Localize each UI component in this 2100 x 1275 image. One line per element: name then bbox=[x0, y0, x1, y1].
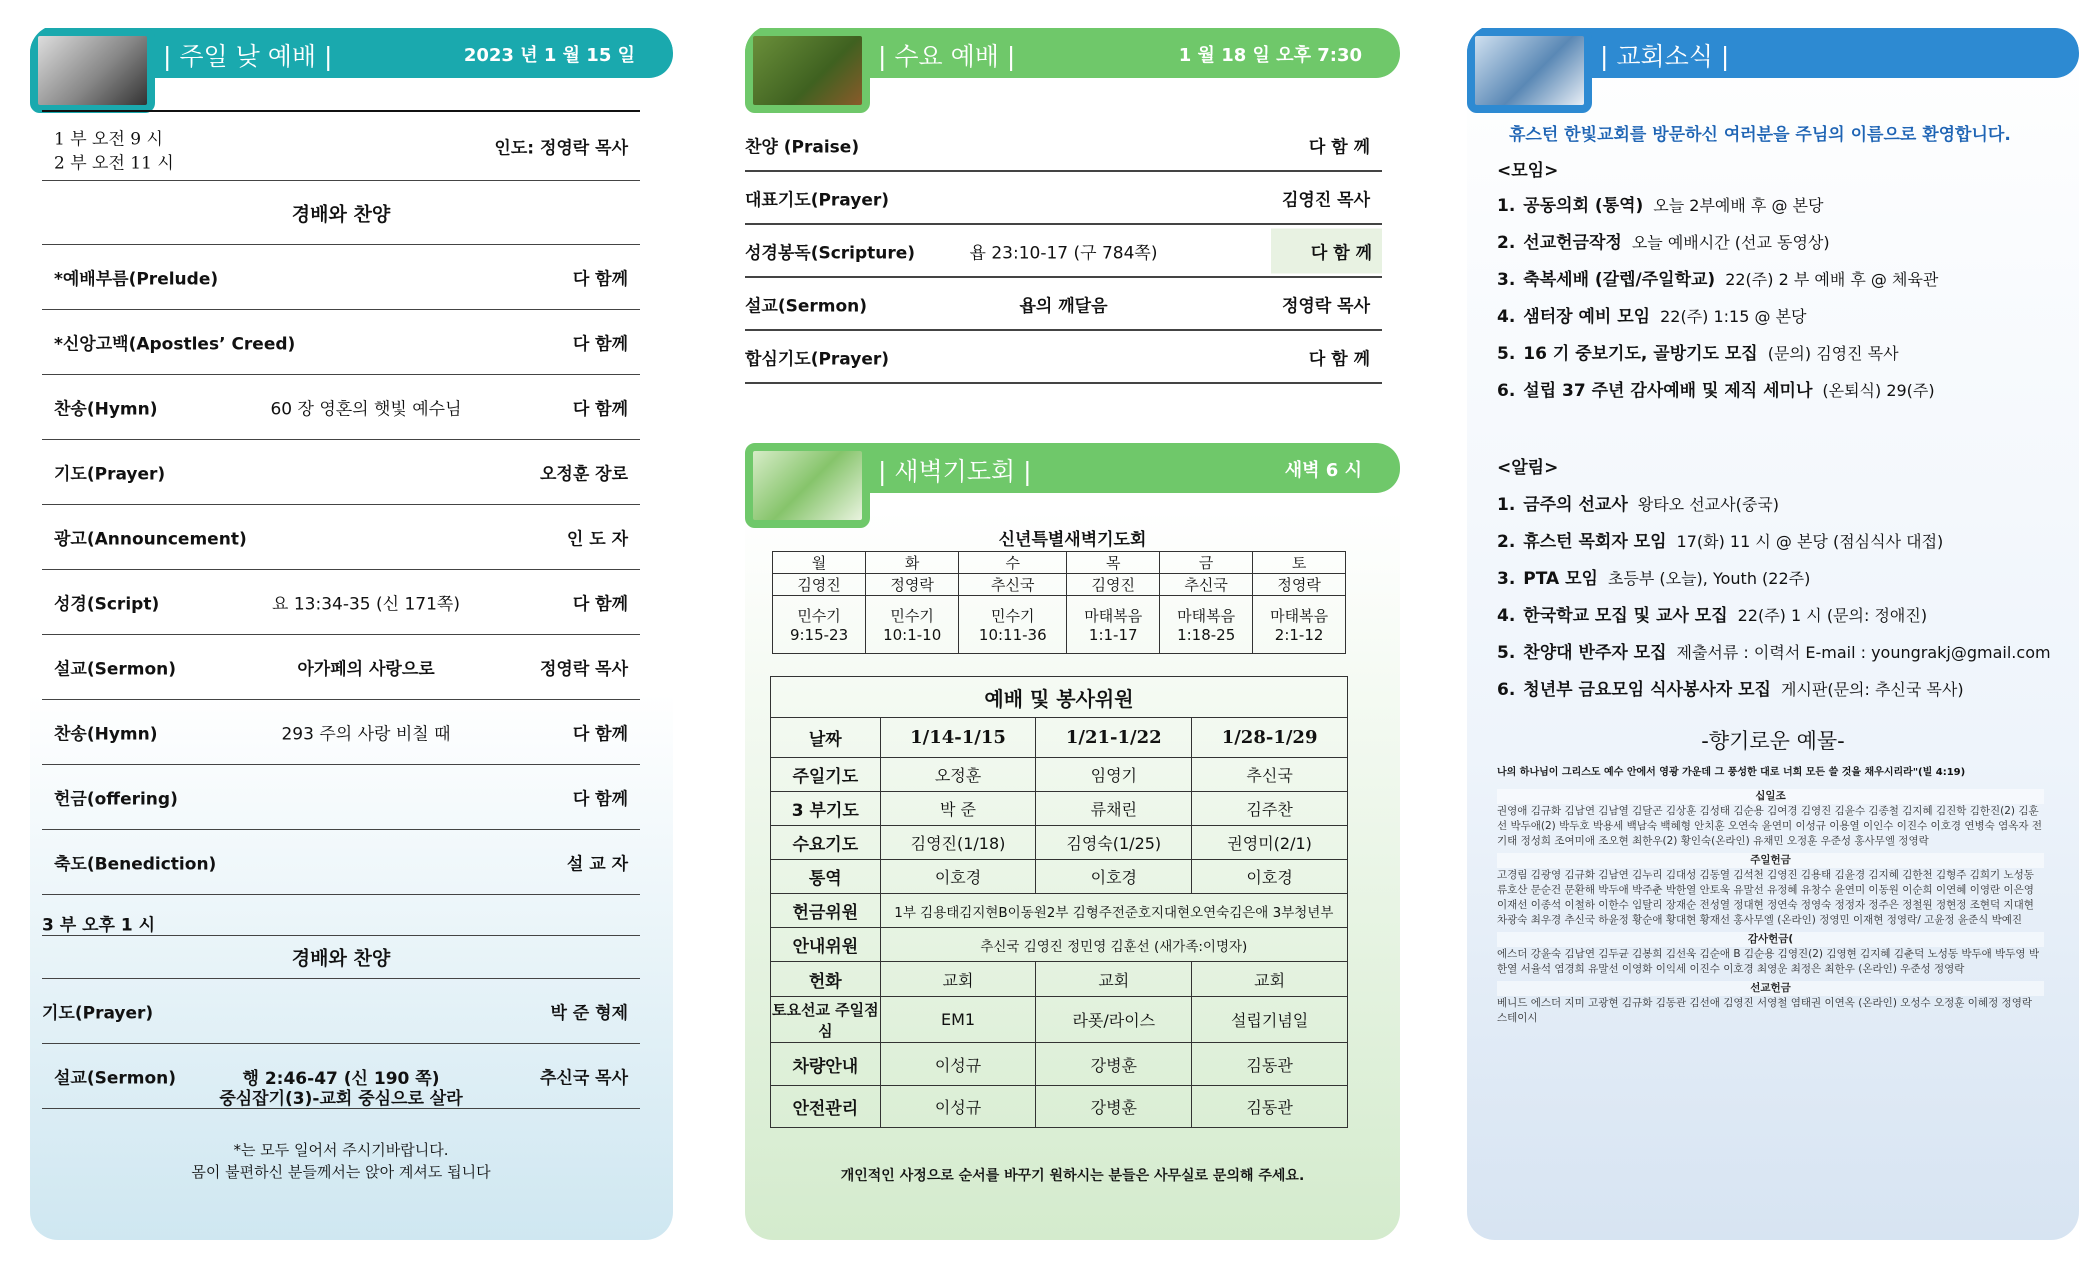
duty-row bbox=[771, 962, 1348, 997]
meeting-item bbox=[1497, 298, 2061, 335]
duty-label: 헌금위원 bbox=[771, 894, 881, 928]
order-list bbox=[42, 245, 640, 895]
offering-lists bbox=[1497, 785, 2044, 1026]
duty-label: 안전관리 bbox=[771, 1086, 881, 1128]
wednesday-item-who: 정영락 목사 bbox=[1281, 296, 1370, 316]
item-title: 청년부 금요모임 식사봉사자 모집 bbox=[1523, 680, 1771, 700]
dawn-leaders-row bbox=[773, 574, 1346, 596]
notices-section bbox=[1497, 450, 2061, 708]
thanks-offering-title: 감사헌금( bbox=[1497, 932, 2044, 947]
order-item-who: 추신국 목사 bbox=[539, 1068, 628, 1089]
section-title: 경배와 찬양 bbox=[291, 203, 391, 225]
dawn-text bbox=[866, 596, 959, 654]
wednesday-item-name: 대표기도(Prayer) bbox=[745, 190, 890, 210]
duty-row bbox=[771, 894, 1348, 928]
wednesday-item bbox=[745, 119, 1382, 172]
order-item-name: 설교(Sermon) bbox=[54, 659, 177, 680]
order-item-name: 설교(Sermon) bbox=[54, 1068, 177, 1089]
notice-item bbox=[1497, 671, 2061, 708]
dawn-book: 마태복음 bbox=[1177, 607, 1236, 625]
dawn-day: 목 bbox=[1067, 552, 1160, 574]
note-line-1: *는 모두 일어서 주시기바랍니다. bbox=[233, 1141, 449, 1159]
dawn-leader: 추신국 bbox=[959, 574, 1067, 596]
candle-image bbox=[745, 443, 870, 528]
order-item bbox=[42, 440, 640, 505]
order-item-name: 기도(Prayer) bbox=[42, 1003, 154, 1024]
item-desc: 제출서류 : 이력서 E-mail : youngrakj@gmail.com bbox=[1676, 643, 2051, 662]
wednesday-item bbox=[745, 225, 1382, 278]
duty-cell: 추신국 bbox=[1192, 758, 1348, 792]
item-number: 6. bbox=[1497, 381, 1516, 401]
duty-cell: 교회 bbox=[1036, 962, 1192, 997]
dawn-leader: 김영진 bbox=[773, 574, 866, 596]
offering-verse: 나의 하나님이 그리스도 예수 안에서 영광 가운데 그 풍성한 대로 너희 모든 쓸 것을 채우시리라"(빌 4:19) bbox=[1497, 767, 1966, 778]
order-item-name: 찬송(Hymn) bbox=[54, 399, 158, 420]
item-desc: 22(주) 1 시 (문의: 정애진) bbox=[1737, 606, 1928, 625]
duty-row bbox=[771, 826, 1348, 860]
sunday-offering-names: 고경림 김광영 김규화 김남연 김누리 김대성 김동열 김석천 김영진 김용태 김윤경 김지혜 김한천 김형주 김희기 노성동 류호산 문순건 문환해 박두애 박주춘 박한열 안토욱 유말선 유정혜 유창수 윤연미 이동원 이순희 이연혜 이영란 이은영 이재선 이종석 이철하 이한수 임탈리 장재순 전성열 정대현 정연숙 정영숙 정정자 정주은 정철원 정현정 조현덕 지대현 차광숙 최우경 추신국 하윤정 황순애 황대현 황재선 홍사무엘 (온라인) 정영민 이재현 정영락/ 고윤정 윤준식 박예진 bbox=[1497, 869, 2034, 926]
order-item-name: *예배부름(Prelude) bbox=[54, 269, 219, 290]
duty-cell: 교회 bbox=[1192, 962, 1348, 997]
order-item bbox=[42, 765, 640, 830]
item-title: 설립 37 주년 감사예배 및 제직 세미나 bbox=[1523, 381, 1813, 401]
order-item-detail: 60 장 영혼의 햇빛 예수님 bbox=[270, 399, 462, 420]
sunday-title: | 주일 낮 예배 | bbox=[163, 42, 333, 71]
duty-cell: 1부 김용태김지현B이동원2부 김형주전준호지대현오연숙김은애 3부청년부 bbox=[880, 894, 1347, 928]
sermon-title: 중심잡기(3)-교회 중심으로 살라 bbox=[219, 1089, 463, 1109]
wednesday-date: 1 월 18 일 오후 7:30 bbox=[1178, 45, 1362, 66]
sunday-header bbox=[30, 28, 673, 78]
duty-label: 토요선교 주일점심 bbox=[771, 997, 881, 1043]
dawn-header bbox=[745, 443, 1400, 493]
duty-cell: 김주찬 bbox=[1192, 792, 1348, 826]
contact-note: 개인적인 사정으로 순서를 바꾸기 원하시는 분들은 사무실로 문의해 주세요. bbox=[840, 1168, 1305, 1184]
meetings-title: <모임> bbox=[1497, 161, 1559, 181]
duty-cell: 류채린 bbox=[1036, 792, 1192, 826]
sunday-service-panel bbox=[30, 25, 673, 1240]
duty-label: 통역 bbox=[771, 860, 881, 894]
meeting-item bbox=[1497, 261, 2061, 298]
duty-row bbox=[771, 928, 1348, 962]
wednesday-item-name: 성경봉독(Scripture) bbox=[745, 243, 916, 263]
order-item bbox=[42, 570, 640, 635]
item-number: 3. bbox=[1497, 270, 1516, 290]
item-desc: 오늘 예배시간 (선교 동영상) bbox=[1631, 233, 1830, 252]
item-title: 선교헌금작정 bbox=[1523, 233, 1622, 253]
duty-label: 안내위원 bbox=[771, 928, 881, 962]
duty-cell: 이호경 bbox=[1192, 860, 1348, 894]
duty-cell: 권영미(2/1) bbox=[1192, 826, 1348, 860]
duty-row bbox=[771, 860, 1348, 894]
duty-cell: 이호경 bbox=[880, 860, 1036, 894]
item-number: 1. bbox=[1497, 196, 1516, 216]
dawn-leader: 정영락 bbox=[1253, 574, 1346, 596]
duty-label: 3 부기도 bbox=[771, 792, 881, 826]
order-item-name: 헌금(offering) bbox=[54, 789, 178, 810]
duty-label: 차량안내 bbox=[771, 1043, 881, 1086]
dawn-day: 수 bbox=[959, 552, 1067, 574]
order-item-who: 정영락 목사 bbox=[539, 659, 628, 680]
order-item bbox=[42, 635, 640, 700]
dawn-leader: 추신국 bbox=[1160, 574, 1253, 596]
order-item bbox=[42, 375, 640, 440]
wednesday-item-who: 김영진 목사 bbox=[1281, 190, 1370, 210]
order-item-who: 다 함께 bbox=[572, 269, 628, 290]
duty-cell: 김동관 bbox=[1192, 1043, 1348, 1086]
order-item-detail: 아가페의 사랑으로 bbox=[297, 659, 435, 680]
duty-title: 예배 및 봉사위원 bbox=[771, 677, 1348, 718]
item-number: 2. bbox=[1497, 532, 1516, 552]
item-number: 4. bbox=[1497, 307, 1516, 327]
duty-cell: 임영기 bbox=[1036, 758, 1192, 792]
order-item-who: 다 함께 bbox=[572, 334, 628, 355]
order-item-who: 설 교 자 bbox=[566, 854, 628, 875]
duty-row bbox=[771, 997, 1348, 1043]
wednesday-item-who: 다 함 께 bbox=[1271, 228, 1382, 273]
item-desc: (온퇴식) 29(주) bbox=[1822, 381, 1935, 400]
order-item-name: 찬송(Hymn) bbox=[54, 724, 158, 745]
notices-list bbox=[1497, 486, 2061, 708]
wednesday-item-who: 다 함 께 bbox=[1308, 137, 1370, 157]
dawn-text bbox=[959, 596, 1067, 654]
meeting-item bbox=[1497, 335, 2061, 372]
order-item-who: 박 준 형제 bbox=[550, 1003, 628, 1024]
duty-cell: EM1 bbox=[880, 997, 1036, 1043]
sunday-offering-title: 주일헌금 bbox=[1497, 853, 2044, 868]
sunday-date: 2023 년 1 월 15 일 bbox=[463, 45, 635, 66]
duty-cell: 강병훈 bbox=[1036, 1086, 1192, 1128]
duty-label: 주일기도 bbox=[771, 758, 881, 792]
order-item bbox=[42, 505, 640, 570]
item-number: 6. bbox=[1497, 680, 1516, 700]
order-item bbox=[42, 700, 640, 765]
wednesday-header bbox=[745, 28, 1400, 78]
mission-offering-title: 선교헌금 bbox=[1497, 981, 2044, 996]
wednesday-item-name: 합심기도(Prayer) bbox=[745, 349, 890, 369]
notices-title: <알림> bbox=[1497, 458, 1559, 478]
order-item-sermon-3 bbox=[42, 1044, 640, 1109]
dawn-leader: 김영진 bbox=[1067, 574, 1160, 596]
church-news-panel bbox=[1467, 25, 2079, 1240]
duty-table bbox=[770, 676, 1348, 1128]
wednesday-item bbox=[745, 172, 1382, 225]
section-title-row-2 bbox=[42, 935, 640, 979]
third-service-time: 3 부 오후 1 시 bbox=[42, 915, 156, 936]
item-number: 1. bbox=[1497, 495, 1516, 515]
item-title: 한국학교 모집 및 교사 모집 bbox=[1523, 606, 1728, 626]
third-service-row bbox=[42, 895, 640, 935]
welcome-message: 휴스턴 한빛교회를 방문하신 여러분을 주님의 이름으로 환영합니다. bbox=[1509, 125, 2011, 145]
second-service-time: 2 부 오전 11 시 bbox=[54, 153, 174, 174]
order-item-who: 다 함께 bbox=[572, 594, 628, 615]
order-item-who: 오정훈 장로 bbox=[539, 464, 628, 485]
dawn-book: 민수기 bbox=[890, 607, 934, 625]
item-number: 3. bbox=[1497, 569, 1516, 589]
order-item-detail: 요 13:34-35 (신 171쪽) bbox=[272, 594, 460, 615]
duty-row bbox=[771, 1043, 1348, 1086]
order-item-name: 성경(Script) bbox=[54, 594, 160, 615]
item-title: PTA 모임 bbox=[1523, 569, 1598, 589]
tithe-names: 권영애 김규화 김남연 김남열 김달곤 김상훈 김성태 김순용 김여경 김영진 김윤수 김종철 김지혜 김진학 김한진(2) 김훈선 박두애(2) 박두호 박용세 백남숙 백혜형 안치훈 오연숙 윤연미 이성규 이용열 이인수 이진수 이호경 연병숙 염옥자 전기태 정성희 조여미애 조오현 최한우(2) 황인숙(온라인) 유채민 오정훈 우준성 홍사무엘 정영락 bbox=[1497, 805, 2042, 847]
service-leader: 인도: 정영락 목사 bbox=[494, 138, 628, 159]
duty-head-cell: 1/14-1/15 bbox=[880, 718, 1036, 758]
duty-row bbox=[771, 792, 1348, 826]
item-desc: 17(화) 11 시 @ 본당 (점심식사 대접) bbox=[1676, 532, 1944, 551]
dawn-days-row bbox=[773, 552, 1346, 574]
first-service-time: 1 부 오전 9 시 bbox=[54, 129, 163, 150]
dawn-verse: 2:1-12 bbox=[1274, 626, 1324, 644]
dawn-text bbox=[773, 596, 866, 654]
item-number: 4. bbox=[1497, 606, 1516, 626]
order-item bbox=[42, 830, 640, 895]
order-item bbox=[42, 310, 640, 375]
notice-item bbox=[1497, 486, 2061, 523]
flower-gift-image bbox=[1467, 28, 1592, 113]
meeting-item bbox=[1497, 187, 2061, 224]
wednesday-item-detail: 욥 23:10-17 (구 784쪽) bbox=[969, 243, 1158, 263]
duty-cell: 김영숙(1/25) bbox=[1036, 826, 1192, 860]
duty-cell: 김영진(1/18) bbox=[880, 826, 1036, 860]
order-item bbox=[42, 245, 640, 310]
note-line-2: 몸이 불편하신 분들께서는 앉아 계셔도 됩니다 bbox=[191, 1163, 491, 1181]
duty-cell: 설립기념일 bbox=[1192, 997, 1348, 1043]
duty-head-cell: 1/28-1/29 bbox=[1192, 718, 1348, 758]
duty-cell: 교회 bbox=[880, 962, 1036, 997]
item-title: 16 기 중보기도, 골방기도 모집 bbox=[1523, 344, 1758, 364]
order-item-who: 인 도 자 bbox=[566, 529, 628, 550]
order-item-name: 축도(Benediction) bbox=[54, 854, 217, 875]
dawn-schedule-table bbox=[772, 551, 1346, 654]
dawn-day: 토 bbox=[1253, 552, 1346, 574]
dawn-verse: 9:15-23 bbox=[789, 626, 849, 644]
dawn-day: 금 bbox=[1160, 552, 1253, 574]
meeting-item bbox=[1497, 224, 2061, 261]
duty-cell: 강병훈 bbox=[1036, 1043, 1192, 1086]
wednesday-item bbox=[745, 331, 1382, 384]
item-desc: 오늘 2부예배 후 @ 본당 bbox=[1653, 196, 1824, 215]
duty-head-cell: 1/21-1/22 bbox=[1036, 718, 1192, 758]
dawn-book: 마태복음 bbox=[1084, 607, 1143, 625]
meetings-section bbox=[1497, 155, 2061, 409]
section-title-row bbox=[42, 181, 640, 245]
item-title: 축복세배 (갈렙/주일학교) bbox=[1523, 270, 1716, 290]
item-desc: 게시판(문의: 추신국 목사) bbox=[1780, 680, 1964, 699]
duty-cell: 오정훈 bbox=[880, 758, 1036, 792]
notice-item bbox=[1497, 523, 2061, 560]
dawn-day: 월 bbox=[773, 552, 866, 574]
dawn-verse: 10:11-36 bbox=[978, 626, 1047, 644]
notice-item bbox=[1497, 597, 2061, 634]
thanks-offering-names: 에스더 강윤숙 김남연 김두균 김봉희 김선욱 김순애 B 김순용 김영진(2) 김영현 김지혜 김춘덕 노성동 박두애 박두영 박한열 서율석 염경희 유말선 이영화 이익세 이진수 이호경 최영운 최정은 최한우 (온라인) 우준성 정영락 bbox=[1497, 948, 2040, 975]
duty-head-row bbox=[771, 718, 1348, 758]
dawn-day: 화 bbox=[866, 552, 959, 574]
dawn-text bbox=[1253, 596, 1346, 654]
standing-note bbox=[42, 1139, 640, 1183]
dawn-title: | 새벽기도회 | bbox=[878, 457, 1032, 486]
sermon-passage: 행 2:46-47 (신 190 쪽) bbox=[242, 1069, 440, 1089]
mission-offering-names: 베니드 에스더 지미 고광현 김규화 김동관 김선애 김영진 서영철 염태권 이연옥 (온라인) 오성수 오정훈 이혜정 정영락 스테이시 bbox=[1497, 997, 2032, 1024]
item-desc: 초등부 (오늘), Youth (22주) bbox=[1607, 569, 1811, 588]
sunday-order bbox=[42, 110, 640, 1183]
order-item-who: 다 함께 bbox=[572, 789, 628, 810]
item-title: 찬양대 반주자 모집 bbox=[1523, 643, 1667, 663]
item-number: 5. bbox=[1497, 643, 1516, 663]
duty-row bbox=[771, 1086, 1348, 1128]
bible-cross-image bbox=[30, 28, 155, 113]
dawn-text bbox=[1160, 596, 1253, 654]
item-number: 2. bbox=[1497, 233, 1516, 253]
tithe-title: 십일조 bbox=[1497, 789, 2044, 804]
notice-item bbox=[1497, 560, 2061, 597]
item-desc: 왕타오 선교사(중국) bbox=[1637, 495, 1779, 514]
duty-cell: 라폿/라이스 bbox=[1036, 997, 1192, 1043]
item-title: 금주의 선교사 bbox=[1523, 495, 1628, 515]
duty-cell: 박 준 bbox=[880, 792, 1036, 826]
dawn-texts-row bbox=[773, 596, 1346, 654]
order-item-who: 다 함께 bbox=[572, 724, 628, 745]
meetings-list bbox=[1497, 187, 2061, 409]
duty-cell: 추신국 김영진 정민영 김훈선 (새가족:이명자) bbox=[880, 928, 1347, 962]
offering-title: -향기로운 예물- bbox=[1701, 729, 1845, 753]
duty-row bbox=[771, 758, 1348, 792]
order-item-name: 광고(Announcement) bbox=[54, 529, 247, 550]
dawn-verse: 10:1-10 bbox=[883, 626, 942, 644]
section-title-2: 경배와 찬양 bbox=[291, 947, 391, 970]
dawn-book: 민수기 bbox=[797, 607, 841, 625]
order-item-who: 다 함께 bbox=[572, 399, 628, 420]
item-desc: (문의) 김영진 목사 bbox=[1767, 344, 1899, 363]
dawn-time: 새벽 6 시 bbox=[1284, 460, 1362, 481]
duty-cell: 이성규 bbox=[880, 1086, 1036, 1128]
order-item-prayer-3 bbox=[42, 979, 640, 1044]
wednesday-item-name: 찬양 (Praise) bbox=[745, 137, 860, 157]
duty-label: 수요기도 bbox=[771, 826, 881, 860]
dawn-text bbox=[1067, 596, 1160, 654]
duty-cell: 이성규 bbox=[880, 1043, 1036, 1086]
service-times-row bbox=[42, 110, 640, 181]
wednesday-service-panel bbox=[745, 25, 1400, 1240]
dawn-book: 민수기 bbox=[991, 607, 1035, 625]
cross-image bbox=[745, 28, 870, 113]
item-desc: 22(주) 2 부 예배 후 @ 체육관 bbox=[1725, 270, 1939, 289]
order-item-name: *신앙고백(Apostles’ Creed) bbox=[54, 334, 296, 355]
dawn-verse: 1:18-25 bbox=[1177, 626, 1236, 644]
wednesday-item bbox=[745, 278, 1382, 331]
wednesday-order bbox=[745, 119, 1382, 384]
dawn-book: 마태복음 bbox=[1270, 607, 1329, 625]
item-number: 5. bbox=[1497, 344, 1516, 364]
item-title: 공동의회 (통역) bbox=[1523, 196, 1644, 216]
news-title: | 교회소식 | bbox=[1600, 42, 1730, 71]
wednesday-item-detail: 욥의 깨달음 bbox=[1019, 296, 1108, 316]
item-title: 샘터장 예비 모임 bbox=[1523, 307, 1651, 327]
duty-cell: 이호경 bbox=[1036, 860, 1192, 894]
dawn-subtitle: 신년특별새벽기도회 bbox=[998, 530, 1147, 550]
wednesday-item-name: 설교(Sermon) bbox=[745, 296, 868, 316]
notice-item bbox=[1497, 634, 2061, 671]
meeting-item bbox=[1497, 372, 2061, 409]
dawn-leader: 정영락 bbox=[866, 574, 959, 596]
item-desc: 22(주) 1:15 @ 본당 bbox=[1660, 307, 1807, 326]
news-header bbox=[1467, 28, 2079, 78]
duty-cell: 김동관 bbox=[1192, 1086, 1348, 1128]
duty-head-cell: 날짜 bbox=[771, 718, 881, 758]
wednesday-title: | 수요 예배 | bbox=[878, 42, 1016, 71]
item-title: 휴스턴 목회자 모임 bbox=[1523, 532, 1667, 552]
duty-label: 헌화 bbox=[771, 962, 881, 997]
wednesday-item-who: 다 함 께 bbox=[1308, 349, 1370, 369]
dawn-verse: 1:1-17 bbox=[1088, 626, 1138, 644]
order-item-name: 기도(Prayer) bbox=[54, 464, 166, 485]
order-item-detail: 293 주의 사랑 비칠 때 bbox=[281, 724, 451, 745]
